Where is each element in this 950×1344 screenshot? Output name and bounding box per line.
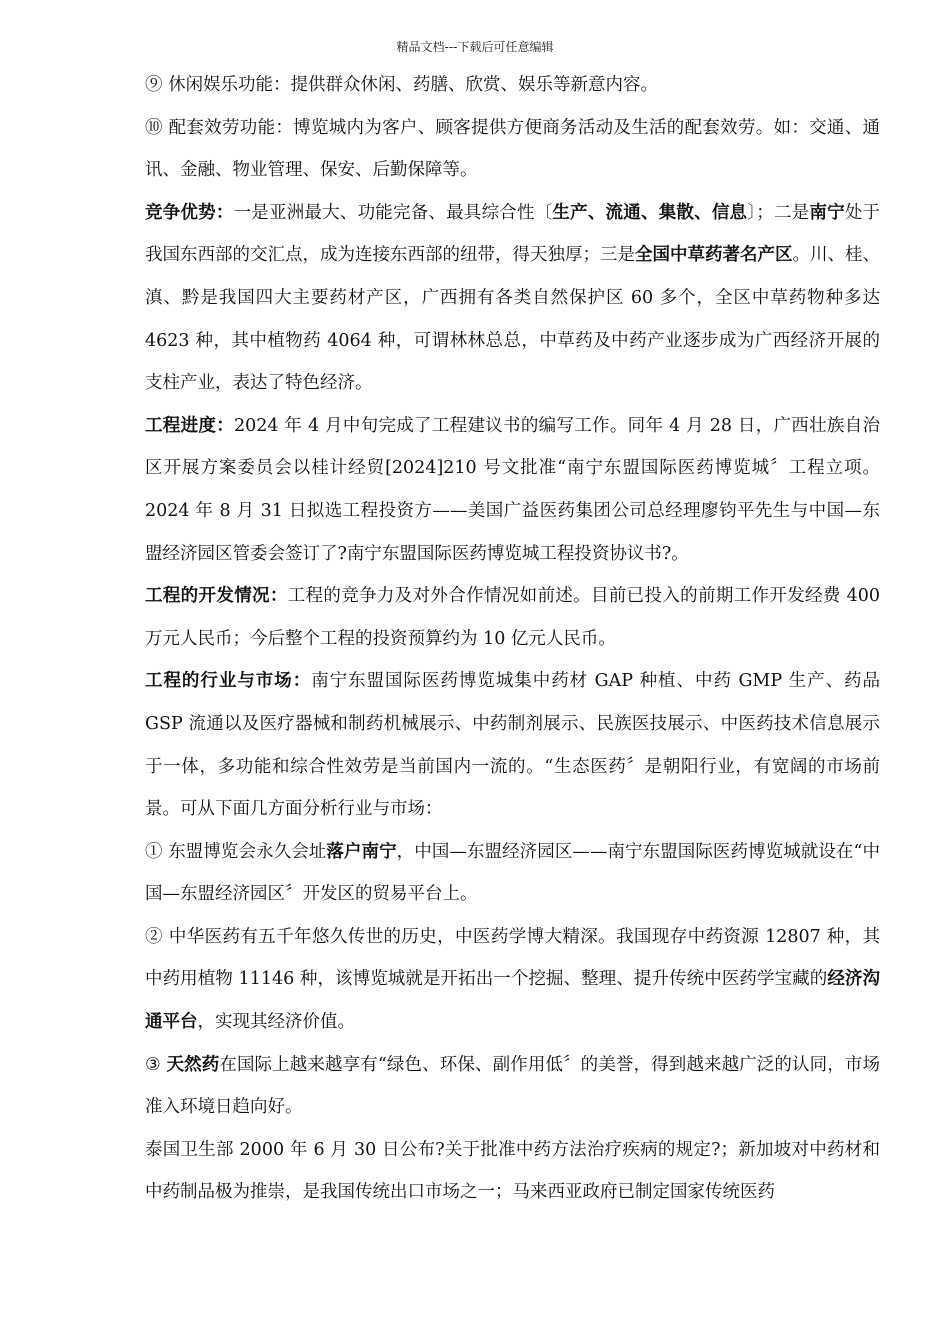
- text-span: 南宁东盟国际医药博览城集中药材 GAP 种植、中药 GMP 生产、药品 GSP 流通以及医疗器械和制药机械展示、中药制剂展示、民族医技展示、中医药技术信息展示于一体，多功能和综合性效劳是当前国内一流的。“生态医药〞是朝阳行业，有宽阔的市场前景。可从下面几方面分析行业与市场：: [145, 671, 880, 820]
- paragraph-industry-market: [145, 660, 880, 830]
- bold-text: 全国中草药著名产区: [635, 245, 793, 266]
- bold-text: 天然药: [166, 1054, 220, 1075]
- text-span: ⑩ 配套效劳功能：博览城内为客户、顾客提供方便商务活动及生活的配套效劳。如：交通、通讯、金融、物业管理、保安、后勤保障等。: [145, 117, 880, 181]
- text-span: 工程的竞争力及对外合作情况如前述。目前已投入的前期工作开发经费 400 万元人民币；今后整个工程的投资预算约为 10 亿元人民币。: [145, 586, 881, 649]
- paragraph-point-2: [145, 916, 880, 1044]
- paragraph-regional-policies: [145, 1129, 880, 1214]
- section-label: 工程的行业与市场：: [145, 671, 312, 692]
- paragraph-supporting-service: [145, 107, 880, 192]
- page-header: 精品文档---下载后可任意编辑: [396, 40, 554, 54]
- text-span: 处于我国东西部的交汇点，成为连接东西部的纽带，得天独厚；三是: [145, 202, 881, 266]
- text-span: ，实现其经济价值。: [197, 1012, 355, 1033]
- paragraph-development-status: [145, 575, 880, 660]
- section-label: 工程进度：: [145, 415, 234, 436]
- text-span: 2024 年 4 月中旬完成了工程建议书的编写工作。同年 4 月 28 日，广西壮族自治区开展方案委员会以桂计经贸[2024]210 号文批准“南宁东盟国际医药博览城〞工程立项。2024 年 8 月 31 日拟选工程投资方——美国广益医药集团公司总经理廖钧平先生与中国—东盟经济园区管委会签订了?南宁东盟国际医药博览城工程投资协议书?。: [145, 415, 880, 564]
- bold-text: 南宁: [809, 202, 845, 223]
- paragraph-competitive-advantage: [145, 192, 880, 405]
- bold-text: 生产、流通、集散、信息: [552, 202, 748, 223]
- text-span: ⑨ 休闲娱乐功能：提供群众休闲、药膳、欣赏、娱乐等新意内容。: [145, 75, 659, 95]
- text-span: ，中国—东盟经济园区——南宁东盟国际医药博览城就设在“中国—东盟经济园区〞开发区的贸易平台上。: [145, 841, 881, 905]
- text-span: ① 东盟博览会永久会址: [145, 841, 327, 862]
- bold-text: 经济沟通平台: [145, 969, 881, 1033]
- section-label: 竞争优势：: [145, 202, 234, 223]
- text-span: ② 中华医药有五千年悠久传世的历史，中医药学博大精深。我国现存中药资源 12807 种，其中药用植物 11146 种，该博览城就是开拓出一个挖掘、整理、提升传统中医药学宝藏的: [145, 926, 880, 990]
- paragraph-project-progress: [145, 405, 880, 575]
- text-span: 一是亚洲最大、功能完备、最具综合性〔: [233, 202, 553, 223]
- document-body: [145, 64, 880, 1214]
- paragraph-point-3: [145, 1044, 880, 1129]
- paragraph-point-1: [145, 831, 880, 916]
- text-span: 〕；二是: [747, 202, 810, 223]
- bold-text: 落户南宁: [326, 841, 397, 862]
- text-span: 。川、桂、滇、黔是我国四大主要药材产区，广西拥有各类自然保护区 60 多个，全区中草药物种多达 4623 种，其中植物药 4064 种，可谓林林总总，中草药及中药产业逐步成为广西经济开展的支柱产业，表达了特色经济。: [145, 245, 881, 394]
- text-span: 在国际上越来越享有“绿色、环保、副作用低〞的美誉，得到越来越广泛的认同，市场准入环境日趋向好。: [145, 1054, 880, 1118]
- text-span: 泰国卫生部 2000 年 6 月 30 日公布?关于批准中药方法治疗疾病的规定?；新加坡对中药材和中药制品极为推崇，是我国传统出口市场之一；马来西亚政府已制定国家传统医药: [145, 1139, 880, 1203]
- section-label: 工程的开发情况：: [145, 586, 288, 607]
- paragraph-leisure-function: [145, 64, 880, 107]
- text-span: ③: [145, 1054, 167, 1075]
